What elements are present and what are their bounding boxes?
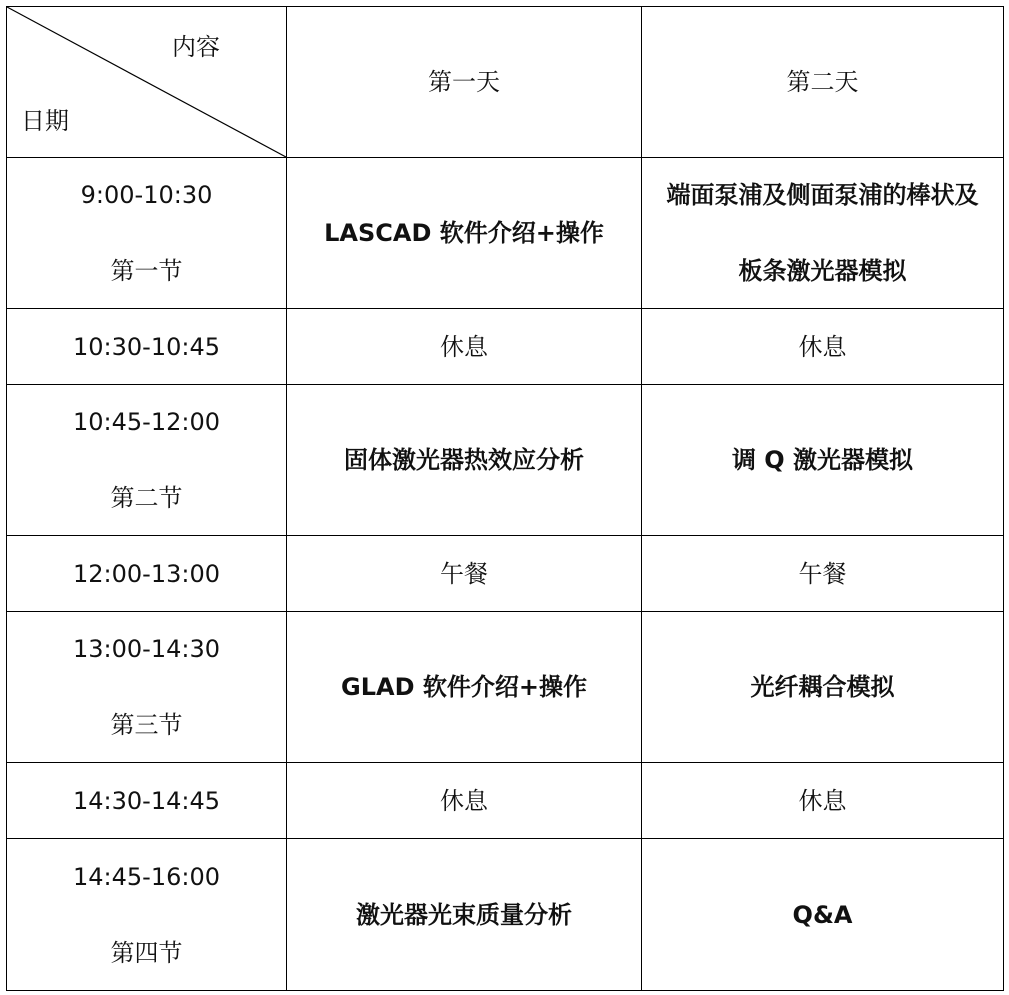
- session-label: 第一节: [110, 257, 183, 285]
- time-range: 12:00-13:00: [7, 536, 287, 612]
- day2-activity: 调 Q 激光器模拟: [642, 385, 1004, 536]
- session-label: 第四节: [110, 938, 183, 967]
- time-cell: [7, 612, 287, 763]
- day1-activity: 午餐: [287, 536, 642, 612]
- time-cell: [7, 158, 287, 309]
- table-row: [7, 612, 1004, 763]
- day1-activity: 固体激光器热效应分析: [287, 385, 642, 536]
- day1-header: 第一天: [287, 7, 642, 158]
- day2-activity: 光纤耦合模拟: [642, 612, 1004, 763]
- day1-activity: 休息: [287, 763, 642, 839]
- table-row: [7, 839, 1004, 991]
- day1-activity: LASCAD 软件介绍+操作: [287, 158, 642, 309]
- time-range: 10:30-10:45: [7, 309, 287, 385]
- day1-activity: 激光器光束质量分析: [287, 839, 642, 991]
- time-range: 10:45-12:00: [73, 408, 220, 436]
- date-label: 日期: [21, 107, 69, 135]
- time-range: 9:00-10:30: [80, 181, 213, 209]
- time-range: 14:30-14:45: [7, 763, 287, 839]
- content-label: 内容: [172, 33, 220, 61]
- day2-activity: 休息: [642, 309, 1004, 385]
- day2-activity-line2: 板条激光器模拟: [738, 257, 907, 285]
- day1-activity: GLAD 软件介绍+操作: [287, 612, 642, 763]
- table-row: [7, 536, 1004, 612]
- time-cell: [7, 839, 287, 991]
- table-row: [7, 309, 1004, 385]
- day2-activity-line1: 端面泵浦及侧面泵浦的棒状及: [666, 181, 979, 209]
- day2-header: 第二天: [642, 7, 1004, 158]
- day2-activity: 休息: [642, 763, 1004, 839]
- day1-activity: 休息: [287, 309, 642, 385]
- session-label: 第二节: [110, 484, 183, 512]
- day2-activity: Q&A: [642, 839, 1004, 991]
- time-cell: [7, 385, 287, 536]
- table-row: [7, 763, 1004, 839]
- day2-activity: [642, 158, 1004, 309]
- corner-header-cell: [7, 7, 287, 158]
- time-range: 13:00-14:30: [73, 635, 220, 663]
- header-row: [7, 7, 1004, 158]
- day2-activity: 午餐: [642, 536, 1004, 612]
- table-row: [7, 158, 1004, 309]
- session-label: 第三节: [110, 711, 183, 739]
- table-row: [7, 385, 1004, 536]
- time-range: 14:45-16:00: [73, 862, 220, 891]
- schedule-table: [6, 6, 1004, 991]
